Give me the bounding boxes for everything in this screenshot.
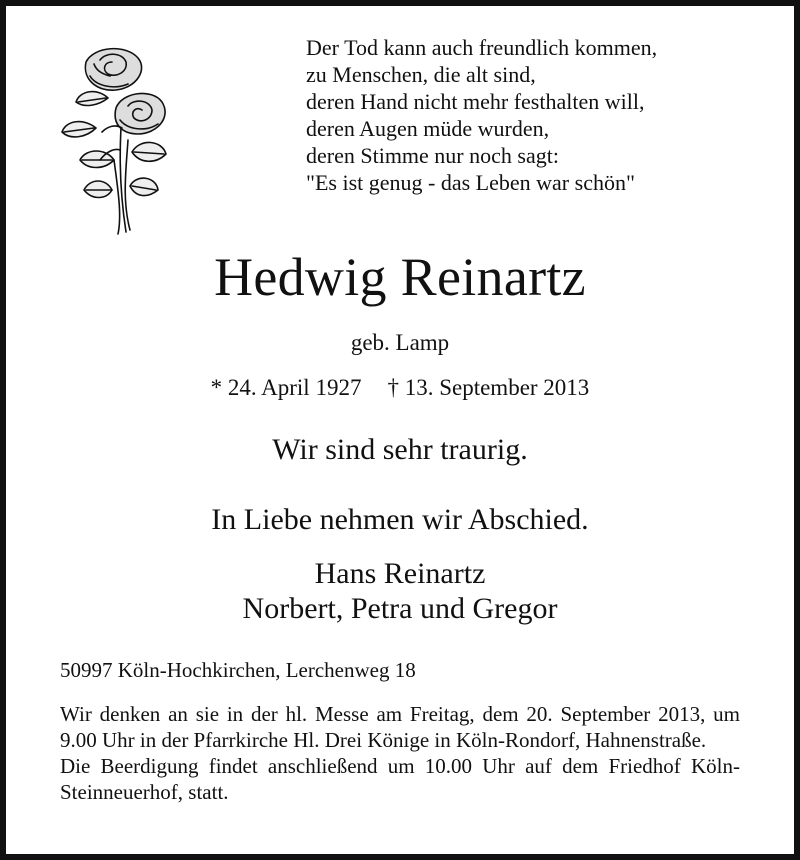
poem-line: deren Augen müde wurden, [306,116,550,141]
death-date: † 13. September 2013 [387,375,590,400]
birth-date: * 24. April 1927 [210,375,362,400]
family-address: 50997 Köln-Hochkirchen, Lerchenweg 18 [60,658,416,682]
rose-icon [56,40,176,236]
farewell-statement: In Liebe nehmen wir Abschied. [211,503,589,536]
poem-line: zu Menschen, die alt sind, [306,62,536,87]
life-dates [6,373,794,403]
poem-line: deren Hand nicht mehr festhalten will, [306,89,645,114]
poem-line: Der Tod kann auch freundlich kommen, [306,35,658,60]
service-details [60,701,740,805]
poem [306,34,657,196]
mass-info: Wir denken an sie in der hl. Messe am Freitag, dem 20. September 2013, um 9.00 Uhr in der Pfarrkirche Hl. Drei Könige in Köln-Rondorf, Hahnenstraße. [60,702,740,752]
burial-info: Die Beerdigung findet anschließend um 10.00 Uhr auf dem Friedhof Köln- Steinneuerhof, statt. [60,754,740,804]
grief-statement: Wir sind sehr traurig. [272,433,528,466]
mourner-line: Hans Reinartz [314,557,486,590]
deceased-name: Hedwig Reinartz [214,247,586,307]
poem-line: deren Stimme nur noch sagt: [306,143,559,168]
birth-name: geb. Lamp [350,330,450,355]
poem-line: "Es ist genug - das Leben war schön" [306,170,635,195]
mourners [6,556,794,626]
mourner-line: Norbert, Petra und Gregor [242,592,558,625]
